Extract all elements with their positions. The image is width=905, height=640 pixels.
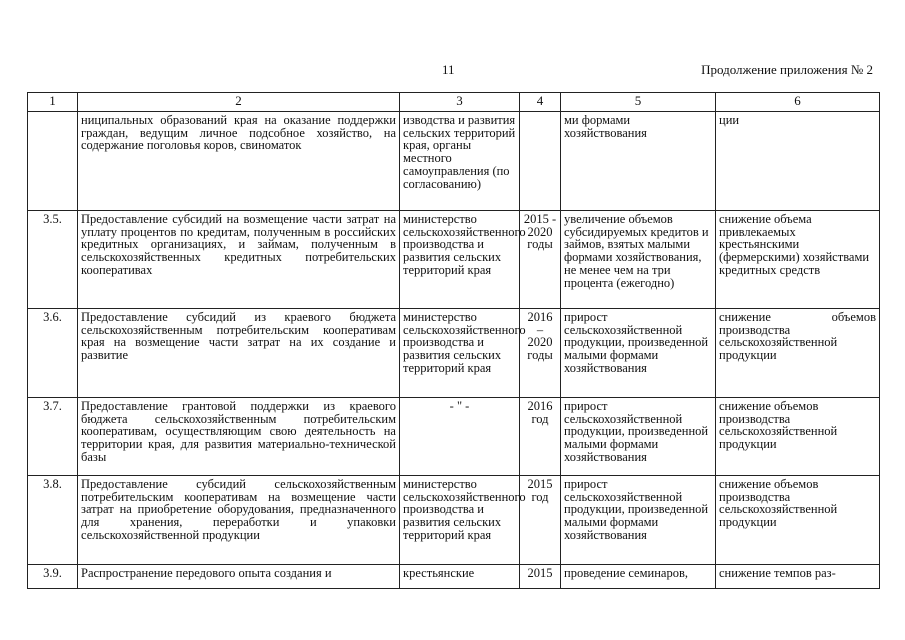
column-header: 5 [561, 93, 716, 112]
table-row [28, 111, 880, 210]
table-row [28, 308, 880, 397]
table-row [28, 397, 880, 475]
measure-cell: ниципальных образований края на оказание поддержки граждан, ведущим личное подсобное хозяйство, на содержание поголовья коров, свиноматок [78, 111, 400, 210]
header-row [28, 93, 880, 112]
result-cell: ми формами хозяйствования [561, 111, 716, 210]
executor-cell: изводства и развития сельских территорий края, органы местного самоуправления (по согласованию) [400, 111, 520, 210]
measure-cell: Предоставление субсидий на возмещение части затрат на уплату процентов по кредитам, полученным в российских кредитных организациях, и займам, полученным в сельскохозяйственных кредитных потребительских кооперативах [78, 210, 400, 308]
term-cell: 2015 год [520, 475, 561, 564]
row-number: 3.5. [28, 210, 78, 308]
page-number: 11 [442, 62, 455, 77]
table-row [28, 564, 880, 588]
measure-cell: Предоставление грантовой поддержки из краевого бюджета сельскохозяйственным потребительским кооперативам, осуществляющим свою деятельность на территории края, для развития материально-технической базы [78, 397, 400, 475]
column-header: 4 [520, 93, 561, 112]
column-header: 1 [28, 93, 78, 112]
row-number: 3.9. [28, 564, 78, 588]
consequence-cell: снижение объема привлекаемых крестьянскими (фермерскими) хозяйствами кредитных средств [716, 210, 880, 308]
continuation-caption: Продолжение приложения № 2 [701, 62, 873, 77]
measure-cell: Распространение передового опыта создания и [78, 564, 400, 588]
result-cell: прирост сельскохозяйственной продукции, произведенной малыми формами хозяйствования [561, 397, 716, 475]
executor-cell: министерство сельскохозяйственного производства и развития сельских территорий края [400, 210, 520, 308]
result-cell: прирост сельскохозяйственной продукции, произведенной малыми формами хозяйствования [561, 475, 716, 564]
consequence-cell: снижение объемов производства сельскохозяйственной продукции [716, 397, 880, 475]
column-header: 3 [400, 93, 520, 112]
row-number: 3.6. [28, 308, 78, 397]
term-cell [520, 111, 561, 210]
row-number [28, 111, 78, 210]
executor-cell: министерство сельскохозяйственного производства и развития сельских территорий края [400, 475, 520, 564]
result-cell: увеличение объемов субсидируемых кредитов и займов, взятых малыми формами хозяйствования, не менее чем на три процента (ежегодно) [561, 210, 716, 308]
table-row [28, 475, 880, 564]
measure-cell: Предоставление субсидий сельскохозяйственным потребительским кооперативам на возмещение части затрат на приобретение оборудования, предназначенного для хранения, переработки и упаковки сельскохозяйственной продукции [78, 475, 400, 564]
result-cell: проведение семинаров, [561, 564, 716, 588]
consequence-cell: снижение объемов производства сельскохозяйственной продукции [716, 308, 880, 397]
executor-cell: крестьянские [400, 564, 520, 588]
consequence-cell: снижение темпов раз- [716, 564, 880, 588]
term-cell: 2016 год [520, 397, 561, 475]
column-header: 2 [78, 93, 400, 112]
term-cell: 2015 [520, 564, 561, 588]
executor-cell: министерство сельскохозяйственного производства и развития сельских территорий края [400, 308, 520, 397]
row-number: 3.7. [28, 397, 78, 475]
result-cell: прирост сельскохозяйственной продукции, произведенной малыми формами хозяйствования [561, 308, 716, 397]
column-header: 6 [716, 93, 880, 112]
executor-cell: - " - [400, 397, 520, 475]
appendix-table [27, 92, 880, 589]
term-cell: 2015 - 2020 годы [520, 210, 561, 308]
row-number: 3.8. [28, 475, 78, 564]
table-row [28, 210, 880, 308]
consequence-cell: ции [716, 111, 880, 210]
consequence-cell: снижение объемов производства сельскохозяйственной продукции [716, 475, 880, 564]
measure-cell: Предоставление субсидий из краевого бюджета сельскохозяйственным потребительским кооперативам края на возмещение части затрат на их создание и развитие [78, 308, 400, 397]
term-cell: 2016 – 2020 годы [520, 308, 561, 397]
